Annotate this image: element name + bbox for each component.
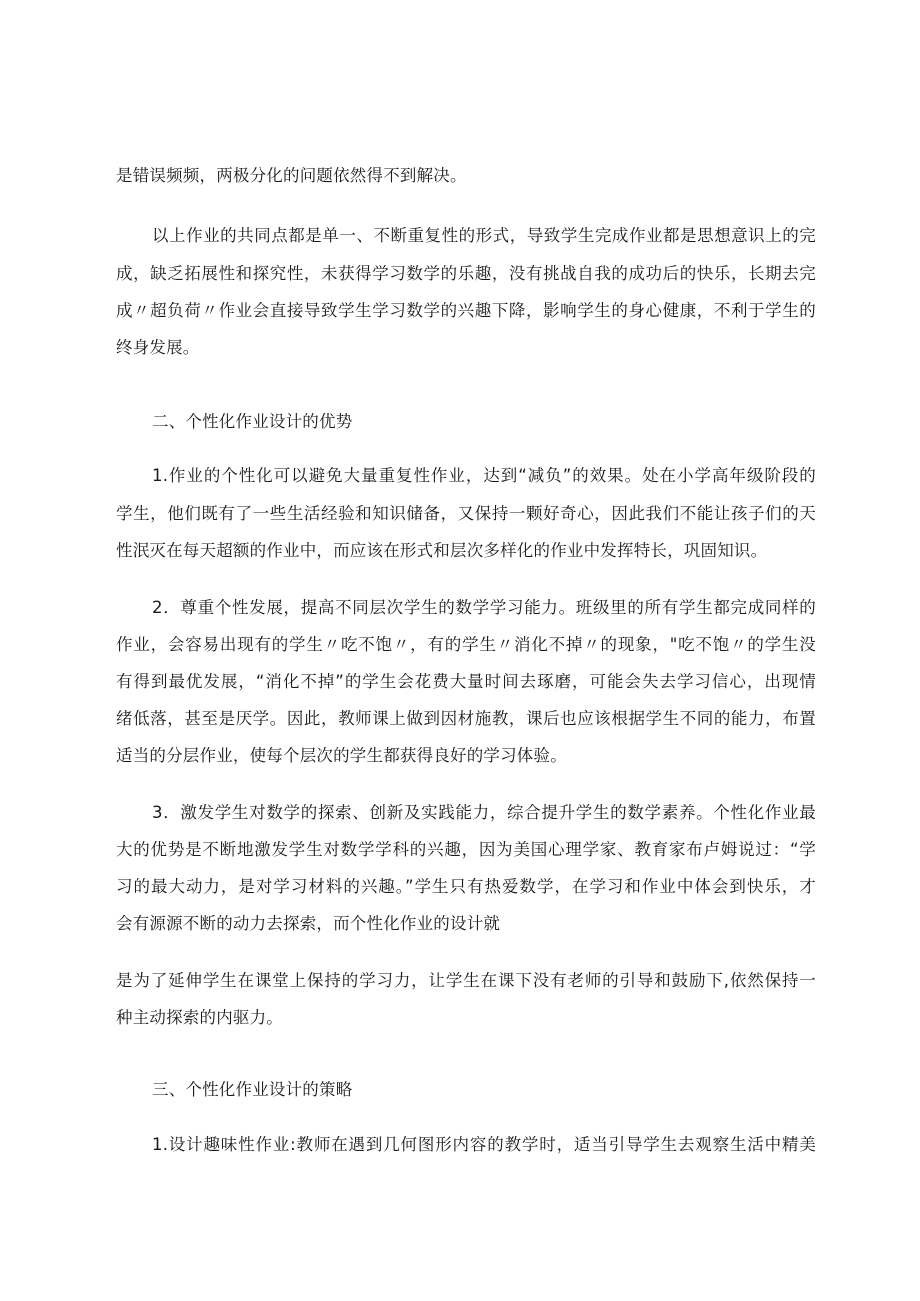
text-line: 是为了延伸学生在课堂上保持的学习力，让学生在课下没有老师的引导和鼓励下,依然保持一 [116, 971, 816, 990]
text-line: 适当的分层作业，使每个层次的学生都获得良好的学习体验。 [116, 746, 567, 765]
text-line: 绪低落，甚至是厌学。因此，教师课上做到因材施教，课后也应该根据学生不同的能力，布置 [116, 709, 816, 728]
text-line: 以上作业的共同点都是单一、不断重复性的形式，导致学生完成作业都是思想意识上的完 [152, 226, 816, 245]
text-line: 会有源源不断的动力去探索，而个性化作业的设计就 [116, 914, 501, 933]
text-line: 有得到最优发展，“消化不掉”的学生会花费大量时间去琢磨，可能会失去学习信心，出现情 [116, 672, 816, 691]
text-line: 3．激发学生对数学的探索、创新及实践能力，综合提升学生的数学素养。个性化作业最 [152, 803, 816, 822]
section-heading: 二、个性化作业设计的优势 [152, 412, 353, 431]
text-line: 大的优势是不断地激发学生对数学学科的兴趣，因为美国心理学家、教育家布卢姆说过：“学 [116, 840, 816, 859]
text-line: 成〃超负荷〃作业会直接导致学生学习数学的兴趣下降，影响学生的身心健康，不利于学生的 [116, 301, 816, 320]
text-line: 终身发展。 [116, 338, 200, 357]
text-line: 学生，他们既有了一些生活经验和知识储备，又保持一颗好奇心，因此我们不能让孩子们的天 [116, 504, 816, 523]
text-line: 性泯灭在每天超额的作业中，而应该在形式和层次多样化的作业中发挥特长，巩固知识。 [116, 541, 768, 560]
text-line: 1.设计趣味性作业:教师在遇到几何图形内容的教学时，适当引导学生去观察生活中精美 [152, 1135, 816, 1154]
text-line: 成，缺乏拓展性和探究性，未获得学习数学的乐趣，没有挑战自我的成功后的快乐，长期去完 [116, 264, 816, 283]
section-heading: 三、个性化作业设计的策略 [152, 1080, 353, 1099]
text-line: 作业，会容易出现有的学生〃吃不饱〃，有的学生〃消化不掉〃的现象，"吃不饱〃的学生没 [116, 635, 816, 654]
text-line: 2．尊重个性发展，提高不同层次学生的数学学习能力。班级里的所有学生都完成同样的 [152, 598, 816, 617]
text-line: 是错误频频，两极分化的问题依然得不到解决。 [116, 166, 467, 185]
text-line: 习的最大动力，是对学习材料的兴趣。”学生只有热爱数学，在学习和作业中体会到快乐，才 [116, 877, 816, 896]
text-line: 1.作业的个性化可以避免大量重复性作业，达到“减负”的效果。处在小学高年级阶段的 [152, 466, 816, 485]
text-line: 种主动探索的内驱力。 [116, 1008, 283, 1027]
